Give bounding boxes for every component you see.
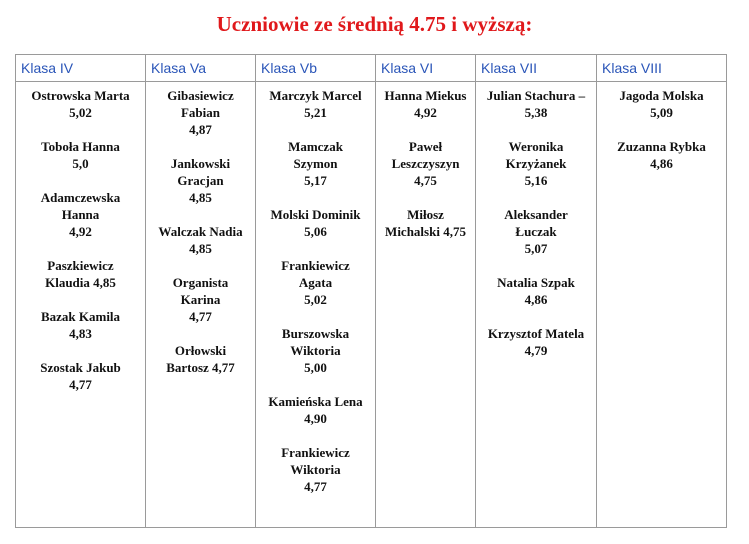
- student-line: Bazak Kamila: [40, 309, 121, 324]
- student-line: Jankowski: [170, 156, 231, 171]
- page-title: Uczniowie ze średnią 4.75 i wyższą:: [216, 12, 533, 36]
- student-line: 4,79: [524, 343, 548, 358]
- class-cell: [256, 82, 376, 528]
- student-line: 5,09: [650, 105, 673, 120]
- student-entry: [600, 87, 723, 121]
- student-line: Karina: [180, 292, 221, 307]
- student-line: Klaudia 4,85: [45, 275, 116, 290]
- student-line: Weronika: [508, 139, 564, 154]
- student-line: Szostak Jakub: [40, 360, 121, 375]
- student-line: Jagoda Molska: [619, 88, 704, 103]
- student-line: Krzyżanek: [505, 156, 567, 171]
- column-header: Klasa Va: [146, 55, 256, 82]
- student-line: Gibasiewicz: [167, 88, 234, 103]
- column-header: Klasa VII: [476, 55, 597, 82]
- student-line: 5,06: [304, 224, 327, 239]
- student-entry: [479, 87, 593, 121]
- student-line: 4,77: [69, 377, 92, 392]
- student-entry: [259, 444, 372, 495]
- column-header: Klasa Vb: [256, 55, 376, 82]
- student-line: 4,86: [650, 156, 673, 171]
- students-table: [15, 54, 727, 528]
- student-line: Michalski 4,75: [385, 224, 466, 239]
- student-entry: [19, 87, 142, 121]
- student-line: Szymon: [293, 156, 338, 171]
- student-line: Frankiewicz: [281, 258, 350, 273]
- student-line: Walczak Nadia: [158, 224, 243, 239]
- student-line: Ostrowska Marta: [31, 88, 130, 103]
- student-entry: [479, 138, 593, 189]
- student-line: 5,00: [304, 360, 327, 375]
- student-line: Natalia Szpak: [497, 275, 575, 290]
- class-cell: [597, 82, 727, 528]
- student-line: 5,17: [304, 173, 327, 188]
- student-line: Fabian: [180, 105, 220, 120]
- student-line: Mamczak: [288, 139, 343, 154]
- student-line: 5,16: [524, 173, 548, 188]
- student-line: Marczyk Marcel: [269, 88, 362, 103]
- student-line: Wiktoria: [290, 462, 341, 477]
- student-entry: [600, 138, 723, 172]
- student-entry: [19, 257, 142, 291]
- student-entry: [479, 325, 593, 359]
- student-line: Paszkiewicz: [47, 258, 114, 273]
- student-line: Hanna Miekus: [384, 88, 467, 103]
- student-line: 4,92: [69, 224, 92, 239]
- student-entry: [19, 359, 142, 393]
- student-entry: [259, 206, 372, 240]
- student-entry: [479, 206, 593, 257]
- student-entry: [259, 325, 372, 376]
- student-line: 4,85: [189, 190, 212, 205]
- student-entry: [379, 87, 472, 121]
- class-cell: [16, 82, 146, 528]
- student-line: Leszczyszyn: [391, 156, 460, 171]
- student-entry: [149, 223, 252, 257]
- student-line: 4,77: [189, 309, 212, 324]
- student-line: 4,83: [69, 326, 92, 341]
- class-cell: [476, 82, 597, 528]
- student-entry: [19, 138, 142, 172]
- student-line: Krzysztof Matela: [487, 326, 585, 341]
- student-line: Orłowski: [174, 343, 227, 358]
- student-line: Frankiewicz: [281, 445, 350, 460]
- student-line: Burszowska: [281, 326, 350, 341]
- student-entry: [259, 257, 372, 308]
- student-line: Julian Stachura –: [486, 88, 586, 103]
- student-entry: [149, 155, 252, 206]
- student-line: 4,75: [414, 173, 437, 188]
- student-line: 4,86: [524, 292, 548, 307]
- student-line: Kamieńska Lena: [268, 394, 363, 409]
- student-line: Paweł: [408, 139, 443, 154]
- student-line: Gracjan: [177, 173, 224, 188]
- student-entry: [149, 342, 252, 376]
- student-line: 4,87: [189, 122, 212, 137]
- student-entry: [259, 87, 372, 121]
- student-entry: [149, 274, 252, 325]
- student-line: 5,02: [69, 105, 92, 120]
- student-line: Wiktoria: [290, 343, 341, 358]
- student-line: Bartosz 4,77: [166, 360, 235, 375]
- student-line: Zuzanna Rybka: [617, 139, 706, 154]
- student-line: Aleksander: [504, 207, 568, 222]
- student-line: 4,90: [304, 411, 327, 426]
- student-entry: [379, 138, 472, 189]
- student-line: Agata: [298, 275, 333, 290]
- student-entry: [19, 308, 142, 342]
- student-entry: [19, 189, 142, 240]
- student-line: 5,0: [72, 156, 89, 171]
- column-header: Klasa IV: [16, 55, 146, 82]
- student-line: 4,85: [189, 241, 212, 256]
- student-line: 5,38: [524, 105, 548, 120]
- student-line: 4,77: [304, 479, 327, 494]
- student-entry: [259, 138, 372, 189]
- student-line: Molski Dominik: [270, 207, 361, 222]
- class-cell: [146, 82, 256, 528]
- student-line: Miłosz: [407, 207, 444, 222]
- student-line: 5,07: [524, 241, 548, 256]
- student-line: Adamczewska: [40, 190, 121, 205]
- student-line: Hanna: [61, 207, 100, 222]
- class-cell: [376, 82, 476, 528]
- student-entry: [259, 393, 372, 427]
- header-row: [16, 55, 727, 82]
- column-header: Klasa VIII: [597, 55, 727, 82]
- student-line: Organista: [172, 275, 229, 290]
- student-line: 5,02: [304, 292, 327, 307]
- student-entry: [149, 87, 252, 138]
- column-header: Klasa VI: [376, 55, 476, 82]
- students-row: [16, 82, 727, 528]
- student-line: Łuczak: [515, 224, 557, 239]
- student-entry: [379, 206, 472, 240]
- student-entry: [479, 274, 593, 308]
- student-line: 4,92: [414, 105, 437, 120]
- student-line: Toboła Hanna: [41, 139, 120, 154]
- student-line: 5,21: [304, 105, 327, 120]
